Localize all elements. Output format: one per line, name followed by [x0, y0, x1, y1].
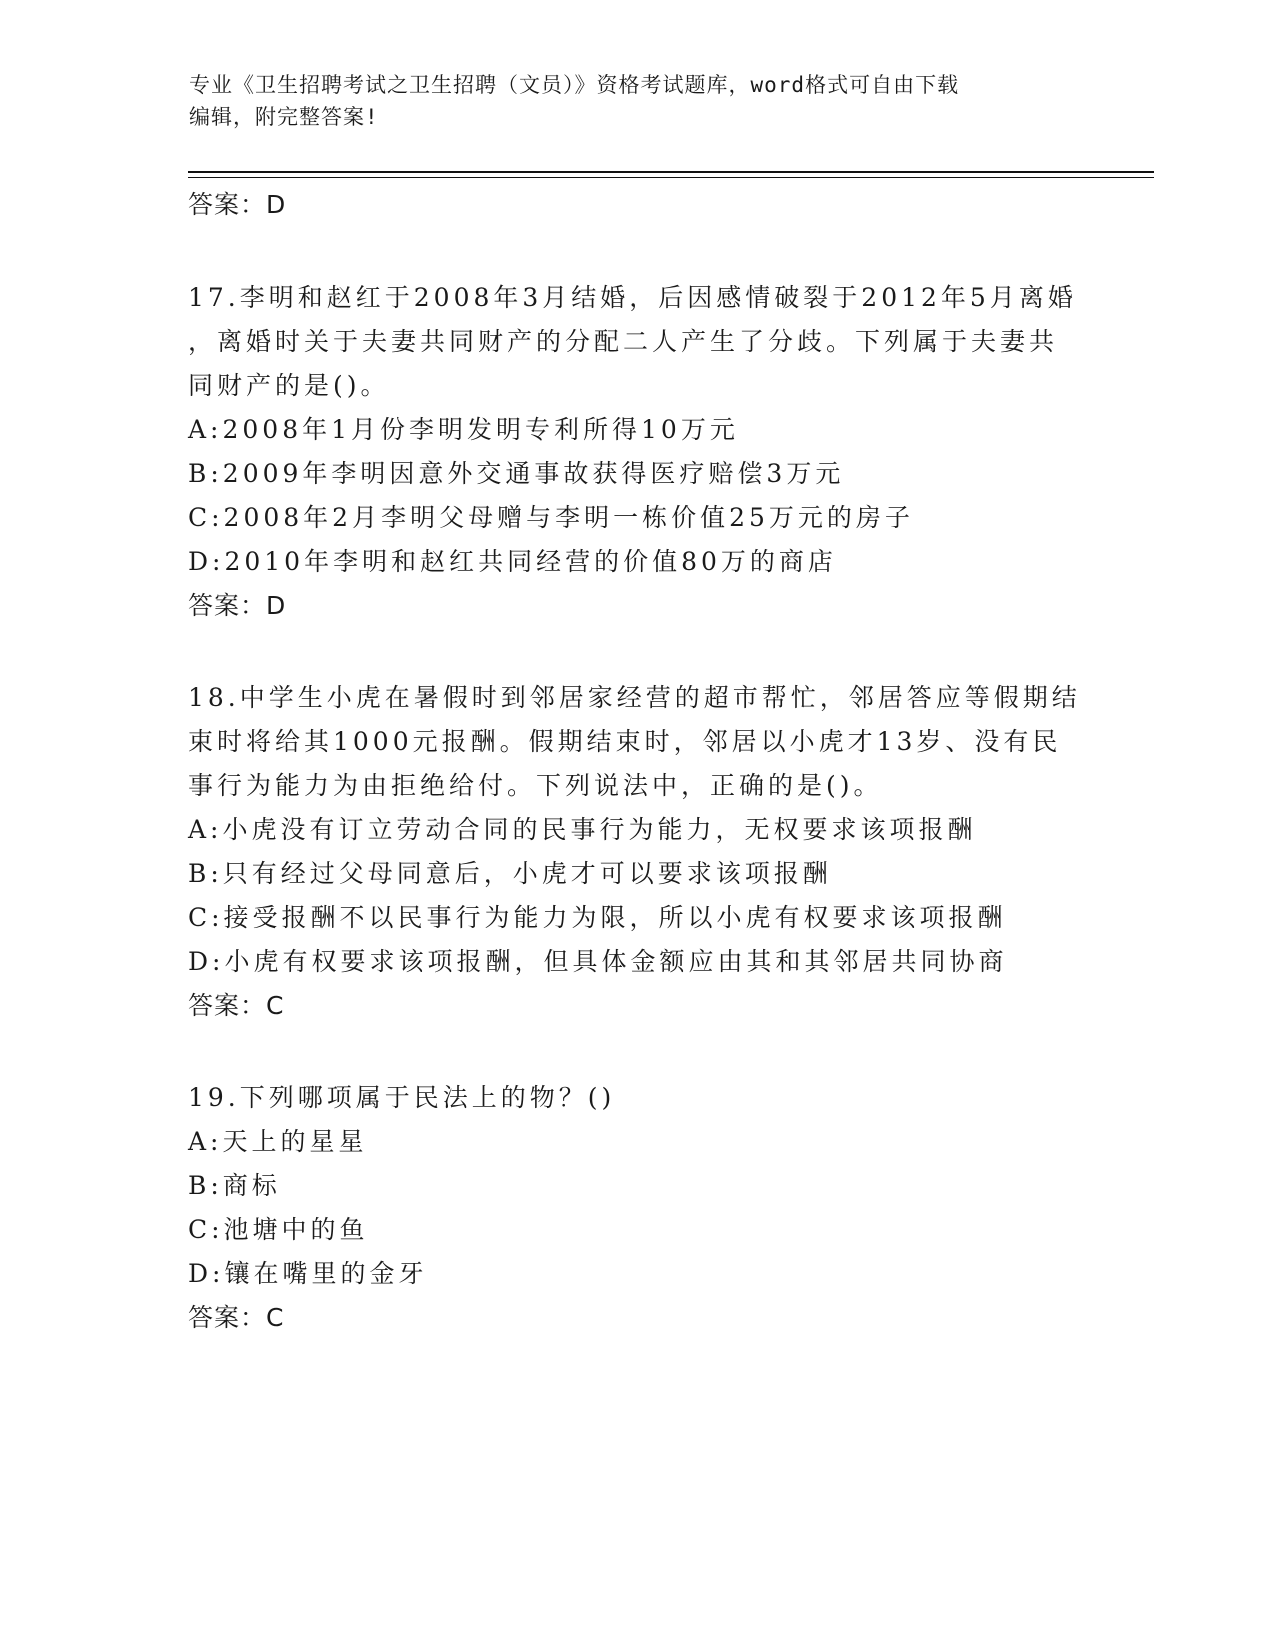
- question-19-option-c: C:池塘中的鱼: [188, 1215, 369, 1244]
- header-rule-thick: [188, 171, 1154, 173]
- header-line-1: 专业《卫生招聘考试之卫生招聘（文员）》资格考试题库，word格式可自由下载: [189, 73, 960, 97]
- question-18-option-a: A:小虎没有订立劳动合同的民事行为能力，无权要求该项报酬: [188, 815, 977, 844]
- question-17-stem-line-2: ，离婚时关于夫妻共同财产的分配二人产生了分歧。下列属于夫妻共: [188, 327, 1059, 356]
- question-18-option-b: B:只有经过父母同意后，小虎才可以要求该项报酬: [188, 859, 832, 888]
- question-19-option-d: D:镶在嘴里的金牙: [188, 1259, 428, 1288]
- question-19-stem-line-1: 19.下列哪项属于民法上的物？(): [188, 1083, 616, 1112]
- question-17-stem-line-1: 17.李明和赵红于2008年3月结婚，后因感情破裂于2012年5月离婚: [188, 283, 1077, 312]
- question-17-stem-line-3: 同财产的是()。: [188, 371, 390, 400]
- question-18-option-d: D:小虎有权要求该项报酬，但具体金额应由其和其邻居共同协商: [188, 947, 1008, 976]
- question-19-option-b: B:商标: [188, 1171, 281, 1200]
- question-18-stem-line-2: 束时将给其1000元报酬。假期结束时，邻居以小虎才13岁、没有民: [188, 727, 1062, 756]
- question-19-option-a: A:天上的星星: [188, 1127, 368, 1156]
- header-rule-thin: [188, 177, 1154, 178]
- question-18-option-c: C:接受报酬不以民事行为能力为限，所以小虎有权要求该项报酬: [188, 903, 1007, 932]
- question-18-answer: 答案：C: [188, 991, 285, 1020]
- question-19-answer: 答案：C: [188, 1303, 285, 1332]
- question-17-option-d: D:2010年李明和赵红共同经营的价值80万的商店: [188, 547, 837, 576]
- question-17-option-a: A:2008年1月份李明发明专利所得10万元: [188, 415, 739, 444]
- question-18-stem-line-1: 18.中学生小虎在暑假时到邻居家经营的超市帮忙，邻居答应等假期结: [188, 683, 1081, 712]
- previous-answer: 答案：D: [188, 190, 287, 219]
- question-18-stem-line-3: 事行为能力为由拒绝给付。下列说法中，正确的是()。: [188, 771, 883, 800]
- header-line-2: 编辑，附完整答案!: [189, 105, 379, 129]
- question-17-option-b: B:2009年李明因意外交通事故获得医疗赔偿3万元: [188, 459, 845, 488]
- question-17-option-c: C:2008年2月李明父母赠与李明一栋价值25万元的房子: [188, 503, 914, 532]
- question-17-answer: 答案：D: [188, 591, 287, 620]
